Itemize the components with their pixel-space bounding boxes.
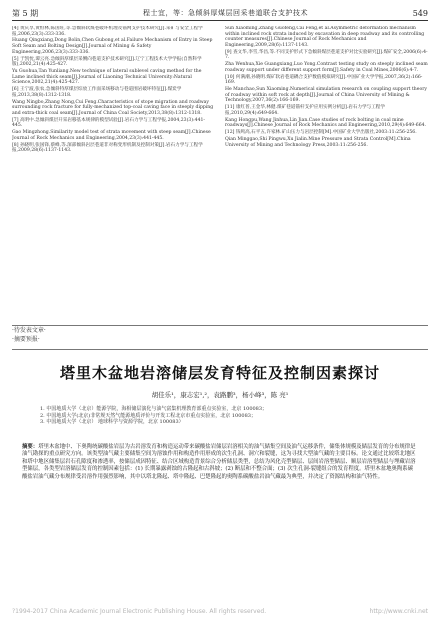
affiliation-item: 2. 中国地质大学(北京)非常规天然气能源地质评价与开发工程北京市重点实验室，北京 100083； <box>40 412 256 419</box>
abstract <box>22 444 418 481</box>
references-section <box>12 26 428 324</box>
preview-notice <box>12 326 46 344</box>
reference-item: [11] 康红普,王金华,林健.煤矿巷道锚杆支护应用实例分析[J].岩石力学与工程学报,2010,29(4):649-664. <box>225 105 385 116</box>
reference-item: [6] 王宁波,张农,急倾斜特厚煤层综放工作面采场移动与巷道围岩破坏特征[J].煤炭学报,2013,38(8):1312-1318. <box>12 87 182 98</box>
reference-item: [10] 何满潮,孙晓明.煤矿软岩巷道耦合支护数值模拟研究[J].中国矿业大学学报,2007,36(2):166-169. <box>225 74 423 86</box>
affiliation-item: 3. 中国地质大学（北京） 地球科学与资源学院，北京 100083） <box>40 419 184 426</box>
affiliation-list <box>40 406 410 426</box>
section-divider <box>12 325 428 326</box>
notice-line-upcoming: ·待发表文章· <box>12 327 46 334</box>
reference-item: Gao Mingzhong.Similarity model test of strata movement with steep seam[J].Chinese Journal of Rock Mechanics and Engineering,2004,23(3):441-445. <box>12 130 211 141</box>
reference-item: Kang Hongpu,Wang Jinhua,Lin Jian.Case studies of rock bolting in coal mine roadways[J].Chinese Journal of Rock Mechanics and Engineering,2010,29(4):649-664. <box>225 117 427 129</box>
reference-item: Yu Guohua,Tan Yunliang.New technique of lateral sublevel caving method for the Lame inclined thick seam[J].Journal of Liaoning Technical University:Natural Science,2002,21(4):425-427. <box>12 69 202 86</box>
running-title: 程士宜，等：急倾斜厚煤层回采巷道联合支护技术 <box>142 9 308 17</box>
reference-item: [4] 黄庆享,黄恒林,陈国旺,等.急倾斜软煤巷破坏机理及锚网支护技术研究[J].采矿与安全工程学报,2006,23(3):333-336. <box>12 26 203 37</box>
reference-item: Sun Xiaoming,Zhang Guofeng,Cai Feng,et al.Asymmetric deformation mechanism within inclined rock strata induced by excavation in deep roadway and its controlling counter measures[J].Chinese Journal of Rock Mechanics and Engineering,2009,28(6):1137-1143. <box>225 26 425 48</box>
page-footer <box>12 608 428 615</box>
reference-item: Qian Minggao,Shi Pingwu,Xu Jialin.Mine Pressure and Strata Control[M].China University of Mining and Technology Press,2003:11:256-256. <box>225 136 411 148</box>
page-number: 549 <box>412 8 428 18</box>
abstract-label: 摘要： <box>22 444 39 450</box>
author-list: 胡佳乐¹，康志宏¹,²，袁路鹏³，杨小峰³，陈 亮¹ <box>151 391 289 399</box>
references-column-left <box>12 26 215 324</box>
copyright-watermark: ?1994-2017 China Academic Journal Electronic Publishing House. All rights reserved. <box>12 608 267 615</box>
affiliation-item: 1. 中国地质大学（北京）能源学院，海相储层演化与油气富集机理教育部重点实验室，北京 100083； <box>40 406 268 412</box>
issue-number: 第 5 期 <box>12 8 39 18</box>
section-divider <box>12 349 428 350</box>
cnki-link-text: http://www.cnki.net <box>369 608 428 615</box>
reference-item: Huang Qingxiang,Dong Bolin,Chen Gubong,et al.Failure Mechanism of Entry in Steep Soft Seam and Bolting Design[J].Journal of Mining & Safety Engineering,2006,23(3):333-336. <box>12 38 213 55</box>
reference-item: [8] 孙晓明,张国锋,蔡峰,等.深部倾斜岩层巷道非对称变形机制及控制对策[J].岩石力学与工程学报,2009,28(6):1137-1143. <box>12 142 203 154</box>
reference-item: Wang Ningbo,Zhang Nong,Cui Feng.Characteristics of stope migration and roadway surrounding rock fracture for fully-mechanized top-coal caving face in steeply dipping and extra-thick coal seam[J].Journal of China Coal Society,2013,38(8):1312-1318. <box>12 99 214 116</box>
reference-item: He Manchao,Sun Xiaoming.Numerical simulation research on coupling support theory of roadway within soft rock at depth[J].Journal of China University of Mining & Technology,2007,36(2):166-169. <box>225 87 428 104</box>
reference-item: [7] 高明中.急倾斜煤层开采岩移基本规律的模型试验[J].岩石力学与工程学报,2004,23(3):441-445. <box>12 117 205 129</box>
reference-item: [12] 钱鸣高,石平五,许家林.矿山压力与岩层控制[M].中国矿业大学出版社,2003:11:256-256. <box>225 130 417 136</box>
references-column-right <box>225 26 428 324</box>
notice-line-abstract-preview: ·摘要预报· <box>12 336 40 343</box>
article-title: 塔里木盆地岩溶储层发育特征及控制因素探讨 <box>59 364 380 382</box>
reference-item: [9] 查文华,李雪,华昌,等.不同支护形式下急倾斜煤层巷道支护对比实验研究[J].煤矿安全,2006(6):4-7. <box>225 49 428 61</box>
reference-item: Zha Wenhua,Xie Guangxiang,Luo Yong.Contrast testing study on steeply inclined seam roadway support under different support form[J].Safety in Coal Mines,2006(6):4-7. <box>225 62 428 73</box>
abstract-text: 塔里木盆地中、下奥陶统碳酸盐岩层为古岩溶发育和构造运动带来碳酸盐岩储层岩溶相关的油气储集空间及油气运移条件，储集体规模及储层发育的分布规律是油气勘探的重点研究方向。该类型油气藏主要储集空间为溶蚀作用和构造作用形成的次生孔洞、洞穴和裂缝，这为寻找大型油气藏的主要目标。论文通过比较塔北地区和塔中地区储集层岩石孔隙度和渗透率，按储层成因特征、结合区域构造背景综合分析储层类型，总结为风化壳型储层、层间岩溶型储层、顺层岩溶型储层与埋藏岩溶型储层，各类型岩溶储层发育的控制因素包括：(1) 长期暴露剥蚀的古隆起和古斜坡；(2) 断层和不整合面；(3) 次生孔洞-裂缝组合的发育程度。塔里木盆地奥陶系碳酸盐岩油气藏分布规律受岩溶作用强烈影响，其中以塔北隆起、塔中隆起、巴楚隆起的奥陶系碳酸盐岩油气藏最为典型，并决定了资源结构和油气特性。 <box>22 444 416 480</box>
running-header <box>12 6 428 21</box>
reference-item: [5] 于凯忱,谭云亮.急倾斜厚煤层采侧向巷道支护技术研究[J].辽宁工程技术大学学报(自然科学版),2002,21(4):425-427. <box>12 56 202 68</box>
